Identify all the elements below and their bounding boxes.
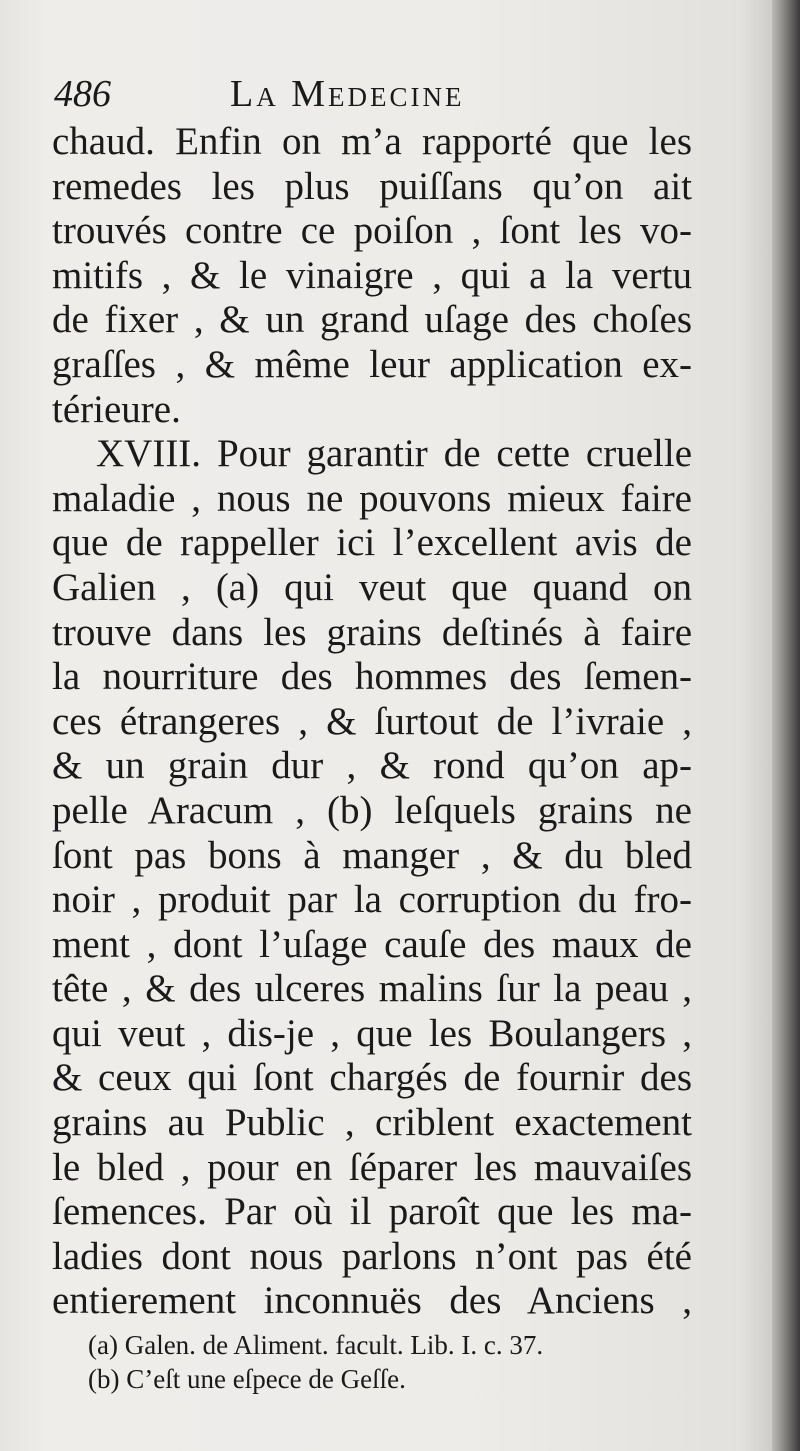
body-line: chaud. Enfin on m’a rapporté que les (52, 120, 692, 163)
footnote-b: (b) C’eſt une eſpece de Geſſe. (88, 1364, 406, 1394)
body-line: ladies dont nous parlons n’ont pas été (52, 1234, 692, 1278)
page-header (52, 68, 692, 120)
body-line: que de rappeller ici l’excellent avis de (52, 521, 692, 565)
body-line: la nourriture des hommes des ſemen- (52, 655, 692, 699)
body-line: ces étrangeres , & ſurtout de l’ivraie , (52, 699, 692, 743)
body-line: maladie , nous ne pouvons mieux faire (52, 476, 692, 520)
body-line: Galien , (a) qui veut que quand on (52, 565, 692, 609)
body-line: graſſes , & même leur application ex- (52, 342, 692, 386)
body-line: pelle Aracum , (b) leſquels grains ne (52, 788, 692, 832)
body-line: qui veut , dis-je , que les Boulangers , (52, 1011, 692, 1055)
body-line: tête , & des ulceres malins ſur la peau , (52, 967, 692, 1011)
body-text (52, 120, 692, 1324)
body-line: grains au Public , criblent exactement (52, 1101, 692, 1145)
body-line: noir , produit par la corruption du fro- (52, 878, 692, 922)
text-block (52, 68, 692, 1324)
body-line: & ceux qui ſont chargés de fournir des (52, 1056, 692, 1100)
body-line: ſemences. Par où il paroît que les ma- (52, 1190, 692, 1234)
body-line: remedes les plus puiſſans qu’on ait (52, 164, 692, 208)
body-line: ment , dont l’uſage cauſe des maux de (52, 922, 692, 966)
book-gutter-shadow (772, 0, 800, 1451)
page-number: 486 (54, 73, 111, 115)
body-line: mitifs , & le vinaigre , qui a la vertu (52, 253, 692, 297)
body-line: trouve dans les grains deſtinés à faire (52, 610, 692, 654)
body-line: de fixer , & un grand uſage des choſes (52, 298, 692, 342)
footnotes (88, 1328, 688, 1396)
running-title: La Medecine (230, 73, 465, 115)
body-line: & un grain dur , & rond qu’on ap- (52, 744, 692, 788)
body-line: entierement inconnuës des Anciens , (52, 1279, 692, 1323)
body-line: ſont pas bons à manger , & du bled (52, 833, 692, 877)
section-heading-line: XVIII. Pour garantir de cette cruelle (96, 432, 692, 476)
footnote-a: (a) Galen. de Aliment. facult. Lib. I. c. 37. (88, 1330, 544, 1360)
body-line: le bled , pour en ſéparer les mauvaiſes (52, 1145, 692, 1189)
body-line: trouvés contre ce poiſon , ſont les vo- (52, 209, 692, 253)
body-line: térieure. (52, 387, 181, 431)
